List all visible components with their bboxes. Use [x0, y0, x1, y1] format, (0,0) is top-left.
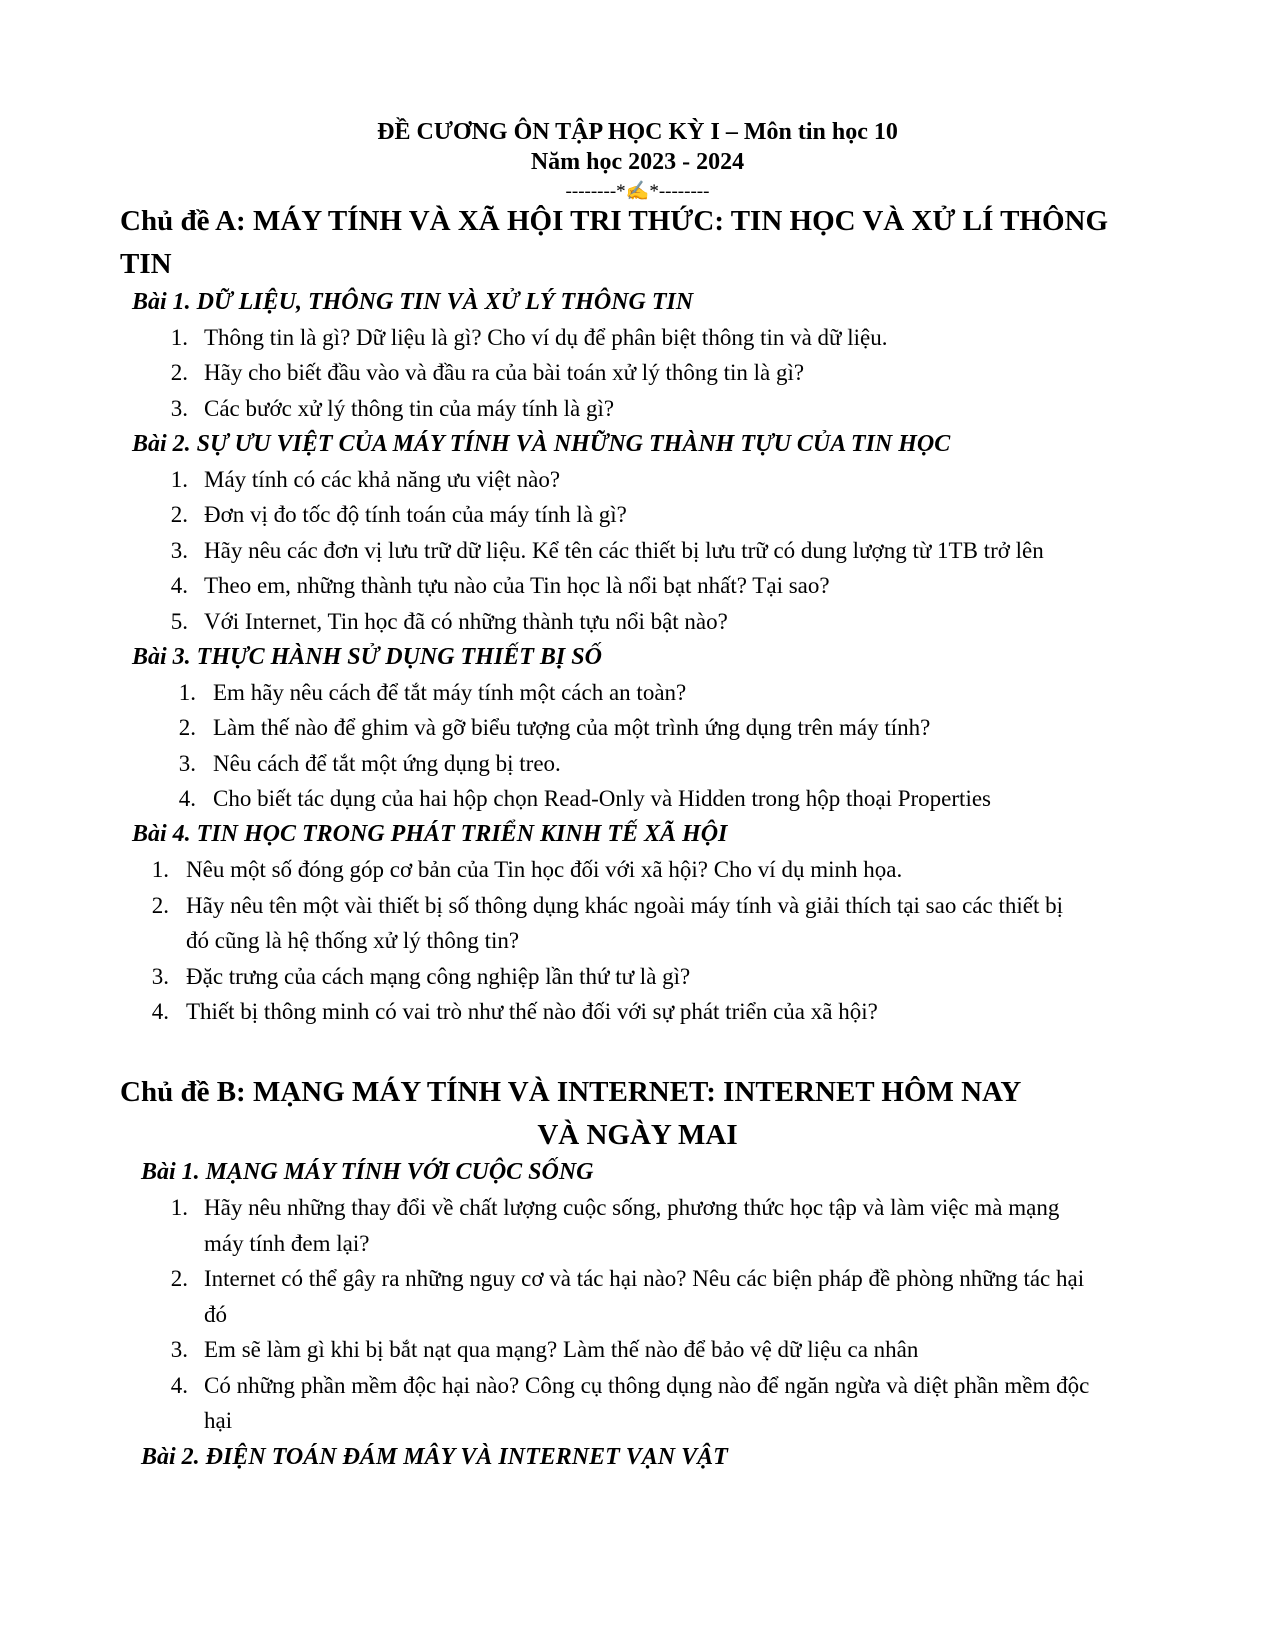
item-text: Các bước xử lý thông tin của máy tính là gì? — [204, 396, 615, 421]
lesson-heading: Bài 1. DỮ LIỆU, THÔNG TIN VÀ XỬ LÝ THÔNG TIN — [132, 289, 694, 315]
item-number: 2. — [170, 1266, 188, 1291]
lesson-heading: Bài 2. SỰ ƯU VIỆT CỦA MÁY TÍNH VÀ NHỮNG THÀNH TỰU CỦA TIN HỌC — [132, 431, 951, 457]
item-text-continued: máy tính đem lại? — [204, 1231, 370, 1256]
item-text: Có những phần mềm độc hại nào? Công cụ thông dụng nào để ngăn ngừa và diệt phần mềm độc — [204, 1373, 1090, 1398]
item-number: 3. — [170, 538, 188, 563]
item-number: 4. — [151, 999, 169, 1024]
item-text: Thông tin là gì? Dữ liệu là gì? Cho ví dụ để phân biệt thông tin và dữ liệu. — [204, 325, 888, 350]
item-text: Hãy cho biết đầu vào và đầu ra của bài toán xử lý thông tin là gì? — [204, 360, 805, 385]
item-text: Nêu một số đóng góp cơ bản của Tin học đối với xã hội? Cho ví dụ minh họa. — [186, 857, 903, 882]
item-number: 2. — [151, 893, 169, 918]
school-year: Năm học 2023 - 2024 — [530, 149, 745, 175]
item-text: Theo em, những thành tựu nào của Tin học là nổi bạt nhất? Tại sao? — [204, 573, 830, 598]
item-number: 3. — [151, 964, 169, 989]
item-text: Hãy nêu tên một vài thiết bị số thông dụng khác ngoài máy tính và giải thích tại sao các thiết bị — [186, 893, 1063, 918]
item-text: Với Internet, Tin học đã có những thành tựu nổi bật nào? — [204, 609, 728, 634]
item-number: 1. — [151, 857, 169, 882]
item-number: 2. — [170, 360, 188, 385]
topic-b-title: Chủ đề B: MẠNG MÁY TÍNH VÀ INTERNET: INTERNET HÔM NAY — [120, 1076, 1022, 1108]
document-title: ĐỀ CƯƠNG ÔN TẬP HỌC KỲ I – Môn tin học 10 — [377, 119, 898, 145]
item-text: Em hãy nêu cách để tắt máy tính một cách an toàn? — [213, 680, 687, 705]
item-number: 1. — [170, 325, 188, 350]
item-number: 1. — [170, 1195, 188, 1220]
item-text: Em sẽ làm gì khi bị bắt nạt qua mạng? Làm thế nào để bảo vệ dữ liệu ca nhân — [204, 1337, 919, 1362]
item-number: 1. — [170, 467, 188, 492]
topic-b-title-cont: VÀ NGÀY MAI — [537, 1119, 738, 1151]
topic-a-title: Chủ đề A: MÁY TÍNH VÀ XÃ HỘI TRI THỨC: TIN HỌC VÀ XỬ LÍ THÔNG — [120, 205, 1109, 237]
item-text: Máy tính có các khả năng ưu việt nào? — [204, 467, 561, 492]
item-number: 1. — [178, 680, 196, 705]
item-text: Nêu cách để tắt một ứng dụng bị treo. — [213, 751, 561, 776]
lesson-heading: Bài 2. ĐIỆN TOÁN ĐÁM MÂY VÀ INTERNET VẠN VẬT — [141, 1444, 728, 1470]
item-number: 3. — [170, 396, 188, 421]
item-text: Làm thế nào để ghim và gỡ biểu tượng của một trình ứng dụng trên máy tính? — [213, 715, 931, 740]
item-text: Đơn vị đo tốc độ tính toán của máy tính là gì? — [204, 502, 627, 527]
item-number: 4. — [170, 573, 188, 598]
item-text: Đặc trưng của cách mạng công nghiệp lần thứ tư là gì? — [186, 964, 691, 989]
item-text-continued: đó cũng là hệ thống xử lý thông tin? — [186, 928, 520, 953]
decorative-divider: --------*✍*-------- — [565, 181, 710, 202]
item-number: 5. — [170, 609, 188, 634]
item-text-continued: đó — [204, 1302, 227, 1327]
item-number: 4. — [170, 1373, 188, 1398]
topic-a-title-cont: TIN — [120, 248, 172, 280]
item-number: 4. — [178, 786, 196, 811]
item-text: Cho biết tác dụng của hai hộp chọn Read-Only và Hidden trong hộp thoại Properties — [213, 786, 991, 811]
item-text: Thiết bị thông minh có vai trò như thế nào đối với sự phát triển của xã hội? — [186, 999, 878, 1024]
item-text: Hãy nêu các đơn vị lưu trữ dữ liệu. Kể tên các thiết bị lưu trữ có dung lượng từ 1TB trở lên — [204, 538, 1044, 563]
item-text: Internet có thể gây ra những nguy cơ và tác hại nào? Nêu các biện pháp đề phòng những tác hại — [204, 1266, 1085, 1291]
lesson-heading: Bài 1. MẠNG MÁY TÍNH VỚI CUỘC SỐNG — [141, 1159, 594, 1185]
item-number: 2. — [178, 715, 196, 740]
item-number: 2. — [170, 502, 188, 527]
item-text: Hãy nêu những thay đổi về chất lượng cuộc sống, phương thức học tập và làm việc mà mạng — [204, 1195, 1060, 1220]
item-text-continued: hại — [204, 1408, 233, 1433]
lesson-heading: Bài 4. TIN HỌC TRONG PHÁT TRIỂN KINH TẾ XÃ HỘI — [132, 821, 728, 847]
lesson-heading: Bài 3. THỰC HÀNH SỬ DỤNG THIẾT BỊ SỐ — [132, 644, 602, 670]
item-number: 3. — [178, 751, 196, 776]
item-number: 3. — [170, 1337, 188, 1362]
